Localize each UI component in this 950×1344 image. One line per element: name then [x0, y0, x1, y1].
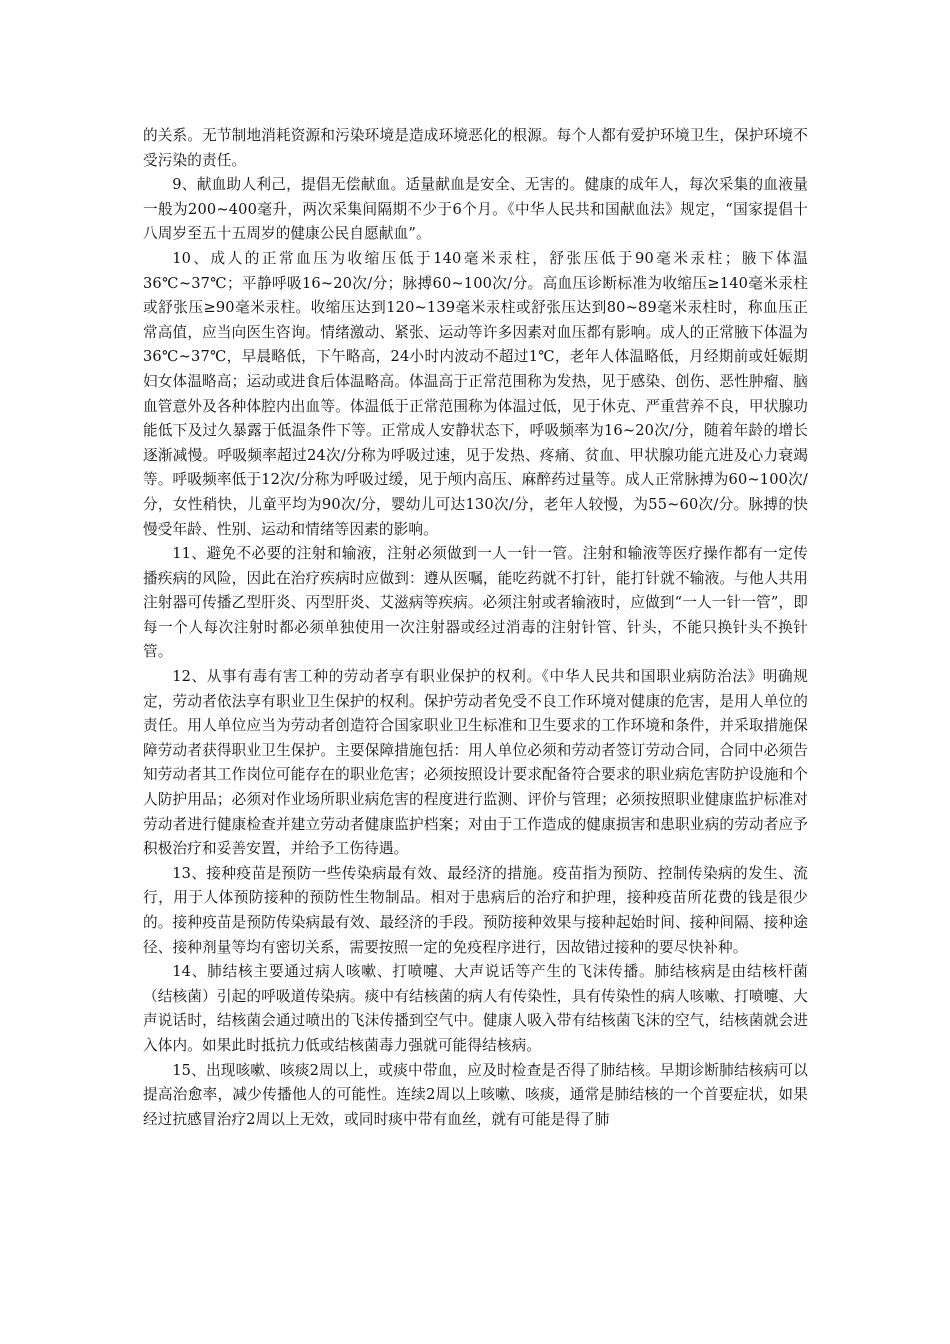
paragraph-environment-end: 的关系。无节制地消耗资源和污染环境是造成环境恶化的根源。每个人都有爱护环境卫生，保护环境不受污染的责任。 — [143, 127, 808, 169]
paragraph-blood-donation: 9、献血助人利己，提倡无偿献血。适量献血是安全、无害的。健康的成年人，每次采集的血液量一般为200~400毫升，两次采集间隔期不少于6个月。《中华人民共和国献血法》规定，“国家提倡十八周岁至五十五周岁的健康公民自愿献血”。 — [143, 176, 808, 243]
paragraph-injection-safety: 11、避免不必要的注射和输液，注射必须做到一人一针一管。注射和输液等医疗操作都有一定传播疾病的风险，因此在治疗疾病时应做到：遵从医嘱，能吃药就不打针，能打针就不输液。与他人共用注射器可传播乙型肝炎、丙型肝炎、艾滋病等疾病。必须注射或者输液时，应做到“一人一针一管”，即每一个人每次注射时都必须单独使用一次注射器或经过消毒的注射针管、针头，不能只换针头不换针管。 — [143, 545, 808, 661]
paragraph-occupational-protection: 12、从事有毒有害工种的劳动者享有职业保护的权利。《中华人民共和国职业病防治法》明确规定，劳动者依法享有职业卫生保护的权利。保护劳动者免受不良工作环境对健康的危害，是用人单位的责任。用人单位应当为劳动者创造符合国家职业卫生标准和卫生要求的工作环境和条件，并采取措施保障劳动者获得职业卫生保护。主要保障措施包括：用人单位必须和劳动者签订劳动合同，合同中必须告知劳动者其工作岗位可能存在的职业危害；必须按照设计要求配备符合要求的职业病危害防护设施和个人防护用品；必须对作业场所职业病危害的程度进行监测、评价与管理；必须按照职业健康监护标准对劳动者进行健康检查并建立劳动者健康监护档案；对由于工作造成的健康损害和患职业病的劳动者应予积极治疗和妥善安置，并给予工伤待遇。 — [143, 668, 808, 858]
paragraph-tuberculosis-transmission: 14、肺结核主要通过病人咳嗽、打喷嚏、大声说话等产生的飞沫传播。肺结核病是由结核杆菌（结核菌）引起的呼吸道传染病。痰中有结核菌的病人有传染性，具有传染性的病人咳嗽、打喷嚏、大声说话时，结核菌会通过喷出的飞沫传播到空气中。健康人吸入带有结核菌飞沫的空气，结核菌就会进入体内。如果此时抵抗力低或结核菌毒力强就可能得结核病。 — [143, 963, 808, 1054]
paragraph-vital-signs: 10、成人的正常血压为收缩压低于140毫米汞柱，舒张压低于90毫米汞柱；腋下体温36℃~37℃；平静呼吸16~20次/分；脉搏60~100次/分。高血压诊断标准为收缩压≥140毫米汞柱或舒张压≥90毫米汞柱。收缩压达到120~139毫米汞柱或舒张压达到80~89毫米汞柱时，称血压正常高值，应当向医生咨询。情绪激动、紧张、运动等许多因素对血压都有影响。成人的正常腋下体温为36℃~37℃，早晨略低，下午略高，24小时内波动不超过1℃，老年人体温略低，月经期前或妊娠期妇女体温略高；运动或进食后体温略高。体温高于正常范围称为发热，见于感染、创伤、恶性肿瘤、脑血管意外及各种体腔内出血等。体温低于正常范围称为体温过低，见于休克、严重营养不良，甲状腺功能低下及过久暴露于低温条件下等。正常成人安静状态下，呼吸频率为16~20次/分，随着年龄的增长逐渐减慢。呼吸频率超过24次/分称为呼吸过速，见于发热、疼痛、贫血、甲状腺功能亢进及心力衰竭等。呼吸频率低于12次/分称为呼吸过缓，见于颅内高压、麻醉药过量等。成人正常脉搏为60~100次/分，女性稍快，儿童平均为90次/分，婴幼儿可达130次/分，老年人较慢，为55~60次/分。脉搏的快慢受年龄、性别、运动和情绪等因素的影响。 — [143, 249, 808, 538]
paragraph-vaccination: 13、接种疫苗是预防一些传染病最有效、最经济的措施。疫苗指为预防、控制传染病的发生、流行，用于人体预防接种的预防性生物制品。相对于患病后的治疗和护理，接种疫苗所花费的钱是很少的。接种疫苗是预防传染病最有效、最经济的手段。预防接种效果与接种起始时间、接种间隔、接种途径、接种剂量等均有密切关系，需要按照一定的免疫程序进行，因故错过接种的要尽快补种。 — [143, 864, 808, 956]
document-page — [143, 124, 808, 1132]
paragraph-tuberculosis-check: 15、出现咳嗽、咳痰2周以上，或痰中带血，应及时检查是否得了肺结核。早期诊断肺结核病可以提高治愈率，减少传播他人的可能性。连续2周以上咳嗽、咳痰，通常是肺结核的一个首要症状，如果经过抗感冒治疗2周以上无效，或同时痰中带有血丝，就有可能是得了肺 — [143, 1061, 808, 1128]
